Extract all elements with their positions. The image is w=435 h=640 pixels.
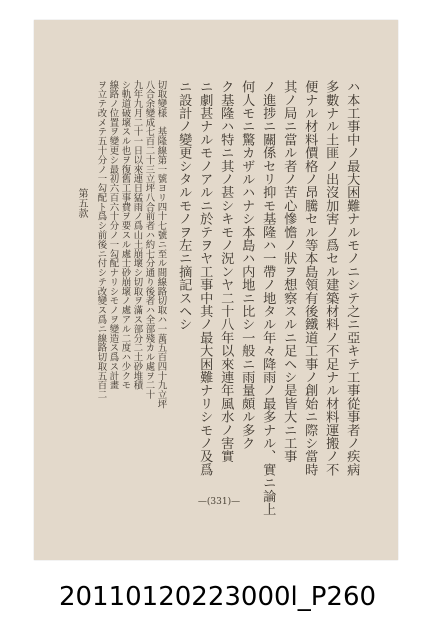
text-column-5: ノ進捗ニ關係セリ抑モ基隆ハ一帶ノ地タル年々降雨ノ最多ナル、實ニ論上: [260, 80, 276, 516]
text-column-1: ハ本工事中ノ最大困難ナルモノニシテ之ニ亞キテ工事從事者ノ疾病: [344, 80, 360, 476]
page-number: —(331)—: [197, 497, 241, 507]
text-column-2: 多數ナル土匪ノ出沒加害ノ爲セル建築材料ノ不足ナル材料運搬ノ不: [323, 80, 339, 476]
document-page: [34, 20, 398, 560]
note-column-3: 九年九月二十一日以來連日猛雨ノ爲山土崩壞シ切取ヲ滿ス部分二土砂堆積: [131, 80, 143, 390]
text-column-8: ニ劇甚ナルモノアルニ於テヲヤ工事中其ノ最大困難ナリシモノ及爲: [197, 80, 213, 476]
text-column-4: 其ノ局ニ當ル者ノ苦心慘憺ノ狀ヲ想察スルニ足ヘシ是皆大ニ工事: [281, 80, 297, 463]
note-column-1: 切取變様 基隆線第一號ヨリ四十七號ニ至ル間線路切取ハ一萬五百四十九立坪: [155, 80, 167, 409]
text-column-6: 何人モニ驚カザルハナシ本島ハ内地ニ比シ一般ニ雨量頗ル多ク: [239, 80, 255, 450]
note-column-4: シ軌道破壞スル也ヲ復舊工事費ヲ要スル處士砂崩壞ノ處アル二度ハ少クモ: [119, 80, 131, 390]
note-column-2: 八合余變成七百二十三立坪八合前者ハ約七分通り後者ハ全部殘カル處ヲ二十: [143, 80, 155, 400]
text-column-9: ニ設計ノ變更シタルモノヲ左ニ摘記スヘシ: [176, 80, 192, 331]
note-column-6: ヲ立テ改メテ五十分ノ一勾配ト爲シ前後ニ付シテ改變ス爲ニ線路切取五百二: [95, 80, 107, 400]
text-column-7: ク基隆ハ特ニ其ノ甚シキモノ況ンヤ二十八年以來連年風水ノ害實: [218, 80, 234, 463]
chapter-label: 第五款: [76, 188, 87, 218]
note-column-5: 線路ノ位置ヲ變更シ最初六百六十分ノ一勾配ナリシモノヲ變造ス爲ス計畫: [107, 80, 119, 390]
text-column-3: 便ナル材料價格ノ昂騰セル等本島領有後鐵道工事ノ創始ニ際シ當時: [302, 80, 318, 476]
image-id-caption: 20110120223000l_P260: [58, 582, 377, 612]
